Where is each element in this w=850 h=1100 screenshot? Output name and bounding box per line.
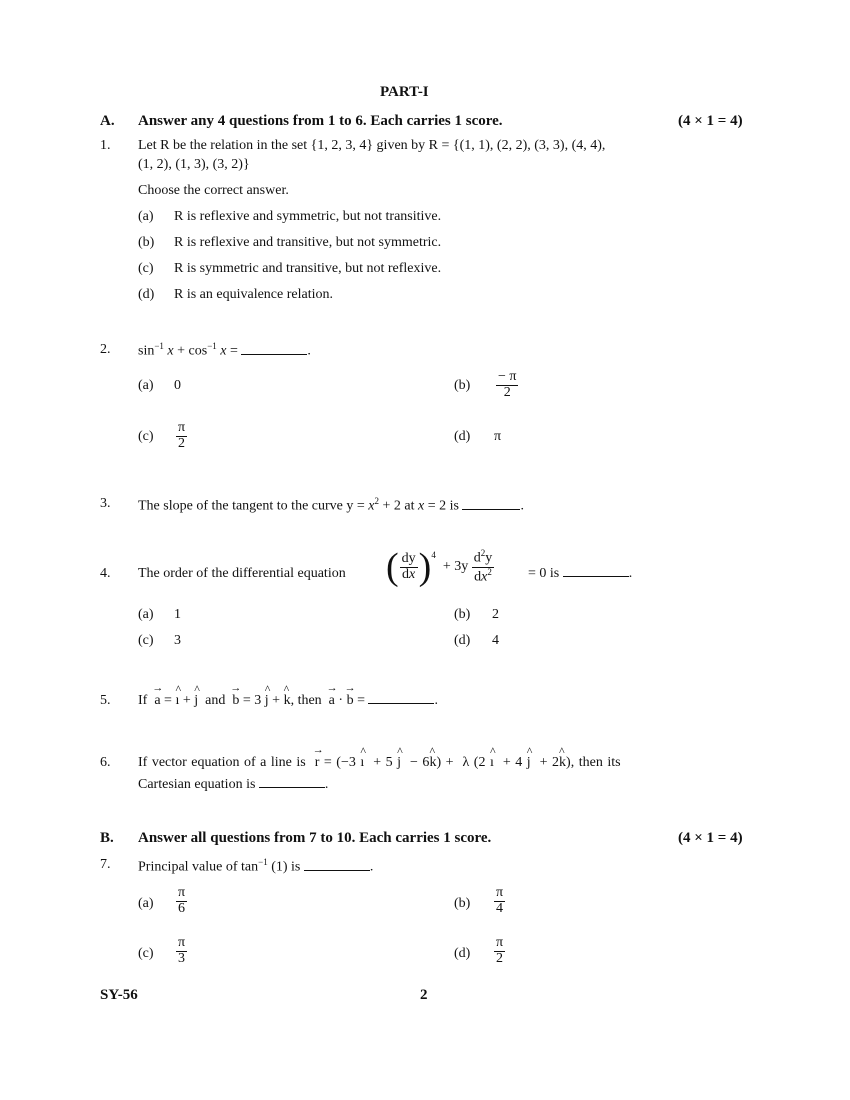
footer-code: SY-56 bbox=[100, 987, 138, 1003]
q3-text-end: = 2 is bbox=[424, 498, 459, 514]
q1-option-text: R is reflexive and transitive, but not symmetric. bbox=[174, 235, 442, 250]
q4-option-b-label: (b) bbox=[454, 607, 471, 622]
fraction-numerator: π bbox=[178, 935, 186, 950]
q3-text: The slope of the tangent to the curve $y = x^2 + 2$ at x = 2 is . bbox=[138, 496, 524, 514]
q6-text-line2: Cartesian equation is . bbox=[138, 777, 329, 792]
q5-number: 5. bbox=[100, 693, 111, 708]
q4-option-d-value: 4 bbox=[492, 633, 499, 648]
fraction-denominator: 4 bbox=[496, 900, 504, 916]
q4-option-c-value: 3 bbox=[174, 633, 181, 648]
q4-text-end-label: = 0 is bbox=[528, 566, 560, 581]
q6-number: 6. bbox=[100, 755, 111, 770]
fraction-denominator: 2 bbox=[178, 435, 186, 451]
q7-option-a-label: (a) bbox=[138, 896, 154, 911]
q1-option-label: (d) bbox=[138, 287, 155, 302]
fraction-numerator: π bbox=[496, 885, 504, 900]
section-a-instruction: Answer any 4 questions from 1 to 6. Each carries 1 score. bbox=[138, 113, 503, 129]
q2-option-d-label: (d) bbox=[454, 429, 471, 444]
q6-text-line1: If vector equation of a line is → r = (−3 ^ ı + 5 ^ j − 6^ k) + λ (2 ^ ı + 4 ^ j + 2^ k), then its bbox=[138, 755, 621, 771]
section-a-marks: (4 × 1 = 4) bbox=[678, 113, 743, 129]
fraction-denominator: 2 bbox=[503, 384, 511, 400]
q4-equation: ( $\frac{dy}{dx}$ )$^4$ + 3y $\frac{d^2y}{dx^2}$ bbox=[386, 546, 493, 588]
q2-option-d-value: π bbox=[494, 429, 502, 444]
q4-text-pre: The order of the differential equation bbox=[138, 566, 346, 581]
q4-number: 4. bbox=[100, 566, 111, 581]
q4-option-c-label: (c) bbox=[138, 633, 154, 648]
q4-option-b-value: 2 bbox=[492, 607, 499, 622]
q4-text-end: = 0 is . bbox=[528, 566, 633, 581]
section-a-letter: A. bbox=[100, 113, 115, 129]
q2-option-a-value: 0 bbox=[174, 378, 181, 393]
q7-option-b-fraction bbox=[494, 886, 505, 916]
q1-option-label: (c) bbox=[138, 261, 154, 276]
q1-text-line2: (1, 2), (1, 3), (3, 2)} bbox=[138, 157, 250, 172]
q1-option-label: (b) bbox=[138, 235, 155, 250]
q2-option-a-label: (a) bbox=[138, 378, 154, 393]
section-b-instruction: Answer all questions from 7 to 10. Each carries 1 score. bbox=[138, 830, 492, 846]
fraction-numerator: − π bbox=[498, 369, 517, 384]
q1-option-label: (a) bbox=[138, 209, 154, 224]
q7-option-c-label: (c) bbox=[138, 946, 154, 961]
q2-option-c-fraction bbox=[176, 421, 187, 451]
q2-text: $\sin^{-1} x + \cos^{-1} x$ = . bbox=[138, 341, 311, 359]
fraction-numerator: π bbox=[496, 935, 504, 950]
fraction-denominator: 2 bbox=[496, 950, 504, 966]
q2-number: 2. bbox=[100, 342, 111, 357]
fraction-denominator: 6 bbox=[178, 900, 186, 916]
q1-prompt: Choose the correct answer. bbox=[138, 183, 289, 198]
q7-number: 7. bbox=[100, 857, 111, 872]
fraction-denominator: 3 bbox=[178, 950, 186, 966]
section-b-letter: B. bbox=[100, 830, 114, 846]
q3-text-pre: The slope of the tangent to the curve y = bbox=[138, 498, 369, 514]
q7-text: Principal value of $\tan^{-1} (1)$ is . bbox=[138, 857, 374, 875]
q2-option-c-label: (c) bbox=[138, 429, 154, 444]
q1-text-line1: Let R be the relation in the set {1, 2, 3, 4} given by R = {(1, 1), (2, 2), (3, 3), (4, 4), bbox=[138, 138, 606, 153]
q1-option-text: R is symmetric and transitive, but not reflexive. bbox=[174, 261, 442, 276]
q4-option-d-label: (d) bbox=[454, 633, 471, 648]
q1-number: 1. bbox=[100, 138, 111, 153]
section-b-marks: (4 × 1 = 4) bbox=[678, 830, 743, 846]
q5-text: If → a = ^ ı + ^ j and → b = 3 ^ j + ^ k, then → a · → b = . bbox=[138, 693, 438, 709]
q7-text-pre: Principal value of tan bbox=[138, 859, 259, 875]
q6-line2-label: Cartesian equation is bbox=[138, 777, 256, 792]
fraction-numerator: π bbox=[178, 885, 186, 900]
part-title: PART-I bbox=[380, 84, 429, 100]
q2-option-b-fraction bbox=[496, 370, 518, 400]
q7-option-a-fraction bbox=[176, 886, 187, 916]
q7-option-b-label: (b) bbox=[454, 896, 471, 911]
q7-option-d-fraction bbox=[494, 936, 505, 966]
q3-number: 3. bbox=[100, 496, 111, 511]
q2-option-b-label: (b) bbox=[454, 378, 471, 393]
q7-option-c-fraction bbox=[176, 936, 187, 966]
q7-option-d-label: (d) bbox=[454, 946, 471, 961]
q3-text-mid: + 2 at bbox=[379, 498, 418, 514]
page-number: 2 bbox=[420, 987, 428, 1003]
fraction-numerator: π bbox=[178, 420, 186, 435]
q1-option-text: R is reflexive and symmetric, but not transitive. bbox=[174, 209, 442, 224]
q4-option-a-label: (a) bbox=[138, 607, 154, 622]
q4-option-a-value: 1 bbox=[174, 607, 181, 622]
q1-option-text: R is an equivalence relation. bbox=[174, 287, 333, 302]
q7-text-mid: (1) is bbox=[267, 859, 301, 875]
